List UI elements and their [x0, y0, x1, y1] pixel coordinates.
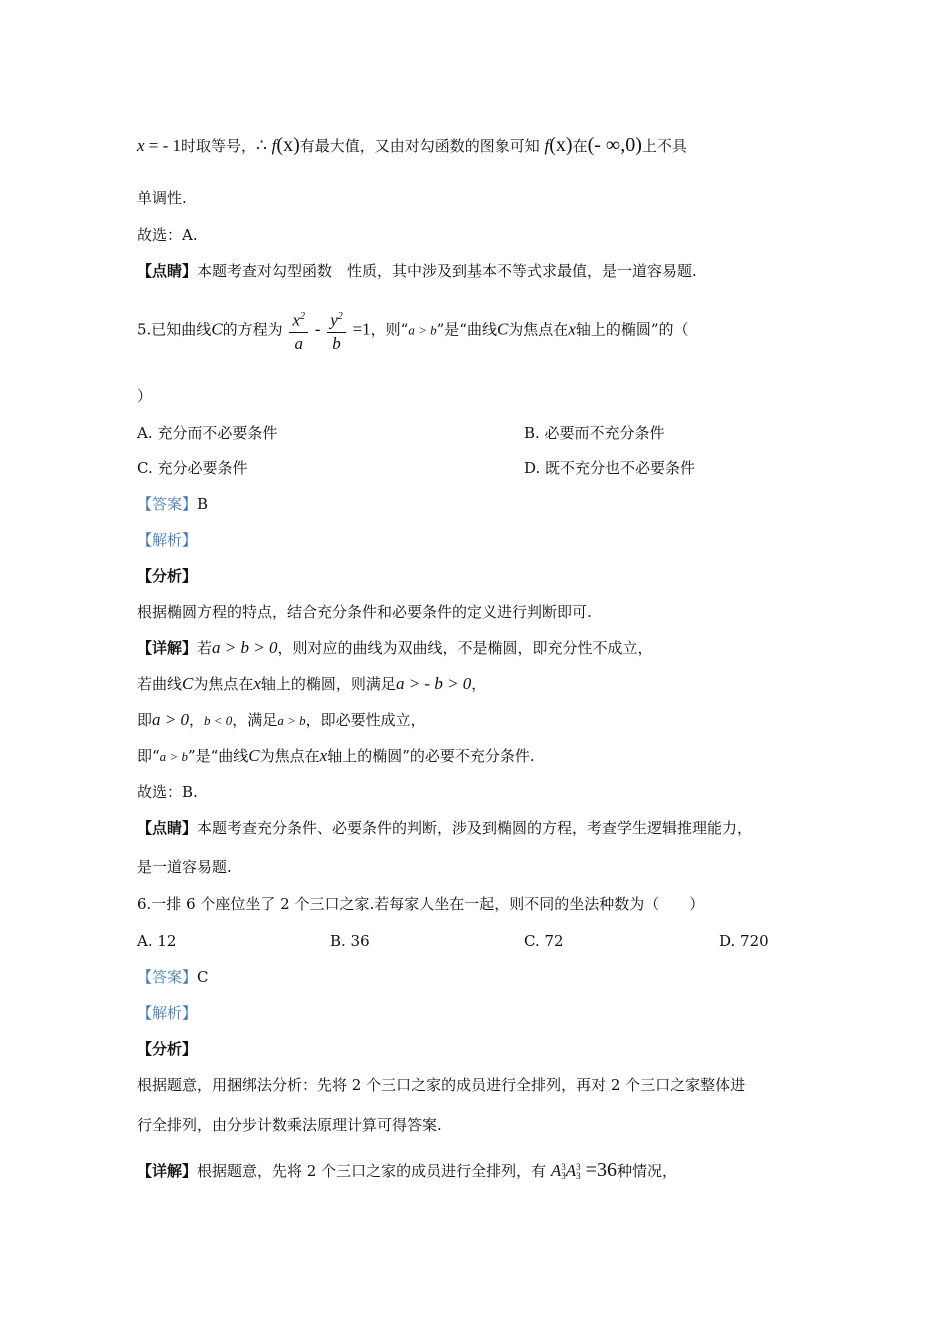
text-fragment: 若: [197, 639, 213, 657]
text-fragment: ”是“曲线: [187, 747, 249, 765]
section-tag: 【点睛】: [137, 262, 198, 280]
math-x: x: [137, 136, 145, 155]
detail-5-line-3: [137, 710, 426, 731]
math-sub: 3: [561, 1171, 566, 1182]
math-C: C: [211, 319, 223, 339]
answer-value: C: [197, 968, 209, 986]
option-6-A: A. 12: [137, 932, 177, 950]
text-fragment: 上不具: [641, 137, 687, 155]
math-inequality: a > b > 0: [212, 638, 278, 657]
text-fragment: 本题考查充分条件、必要条件的判断，涉及到椭圆的方程，考查学生逻辑推理能力，: [197, 819, 753, 837]
option-6-C: C. 72: [524, 932, 564, 950]
detail-tag: 【详解】: [137, 1162, 198, 1180]
text-fragment: 即“: [137, 747, 160, 765]
text-line-1: [137, 135, 687, 156]
math-x: x: [292, 310, 300, 330]
text-fragment: 即: [137, 711, 153, 729]
option-6-B: B. 36: [330, 932, 370, 950]
math-condition: a > b: [408, 322, 437, 338]
text-fragment: ”是“曲线: [436, 320, 497, 339]
math-eq-36: =36: [580, 1159, 617, 1181]
option-5-A: A. 充分而不必要条件: [137, 424, 278, 442]
math-permutation: [551, 1161, 581, 1180]
answer-value: B: [197, 495, 209, 513]
detail-5-line-2: [137, 674, 486, 694]
detail-5-line-1: [137, 638, 653, 658]
math-inequality: a > 0: [152, 710, 189, 729]
text-fragment: 若曲线: [137, 675, 183, 693]
fenxi-text-5: 根据椭圆方程的特点，结合充分条件和必要条件的定义进行判断即可.: [137, 603, 592, 621]
text-fragment: ，即必要性成立，: [305, 711, 426, 729]
option-5-D: D. 既不充分也不必要条件: [524, 459, 696, 477]
text-fragment: ，则“: [370, 320, 409, 339]
note-tag: 【点睛】: [137, 819, 198, 837]
option-5-B: B. 必要而不充分条件: [524, 424, 665, 442]
text-fragment: 本题考查对勾型函数 性质，其中涉及到基本不等式求最值，是一道容易题.: [197, 262, 697, 280]
analysis-tag-5: 【解析】: [137, 531, 198, 549]
text-fragment: 为焦点在: [259, 747, 320, 765]
text-fragment: ，则对应的曲线为双曲线，不是椭圆，即充分性不成立，: [277, 639, 653, 657]
math-b: b: [332, 333, 341, 353]
answer-5: [137, 494, 208, 514]
math-C: C: [182, 674, 194, 693]
fenxi-6-line-2: 行全排列，由分步计数乘法原理计算可得答案.: [137, 1116, 442, 1134]
fraction-y2-b: $\frac{y^2}{b}$: [327, 306, 346, 355]
math-x: x: [319, 746, 328, 765]
text-fragment: 种情况，: [616, 1162, 677, 1180]
note-5-line-1: [137, 818, 752, 838]
text-fragment: 时取等号，: [181, 137, 257, 155]
math-C: C: [248, 746, 260, 765]
math-a: a: [294, 333, 303, 353]
math-interval: (- ∞,0): [587, 134, 642, 156]
math-sup: 3: [576, 1162, 581, 1173]
answer-tag: 【答案】: [137, 968, 198, 986]
text-fragment: 有最大值，又由对勾函数的图象可知: [299, 137, 540, 155]
text-fragment: 轴上的椭圆，则满足: [260, 675, 396, 693]
fenxi-tag-6: 【分析】: [137, 1040, 198, 1058]
detail-tag: 【详解】: [137, 639, 198, 657]
fenxi-tag-5: 【分析】: [137, 567, 198, 585]
option-6-D: D. 720: [719, 932, 769, 950]
math-C: C: [496, 319, 509, 339]
math-x: x: [568, 319, 576, 339]
analysis-tag-6: 【解析】: [137, 1004, 198, 1022]
math-sup: 3: [561, 1162, 566, 1173]
detail-5-line-4: [137, 746, 535, 767]
math-A: A: [550, 1161, 562, 1180]
detail-6-line-1: [137, 1160, 677, 1181]
therefore-symbol: ∴: [256, 136, 267, 155]
math-f: f: [271, 136, 277, 155]
answer-6: [137, 967, 209, 987]
answer-tag: 【答案】: [137, 495, 198, 513]
question-6-stem: 6.一排 6 个座位坐了 2 个三口之家.若每家人坐在一起，则不同的坐法种数为（ ）: [137, 895, 705, 913]
text-fragment: 轴上的椭圆”的必要不充分条件.: [327, 747, 535, 765]
math-inequality: a > - b > 0: [395, 674, 472, 693]
math-eq-one: =1: [352, 319, 371, 339]
text-fragment: 为焦点在: [193, 675, 254, 693]
math-inequality: a > b: [159, 749, 188, 764]
text-fragment: ，满足: [232, 711, 278, 729]
math-y: y: [330, 310, 338, 330]
text-fragment: ，: [471, 675, 487, 693]
question-5-stem: [137, 306, 689, 355]
math-A: A: [565, 1161, 577, 1180]
fraction-x2-a: $\frac{x^2}{a}$: [289, 306, 308, 355]
text-line-3: 故选：A.: [137, 226, 198, 244]
text-fragment: 5.已知曲线: [137, 320, 212, 339]
fenxi-6-line-1: 根据题意，用捆绑法分析：先将 2 个三口之家的成员进行全排列，再对 2 个三口之家整体进: [137, 1076, 746, 1094]
option-5-C: C. 充分必要条件: [137, 459, 248, 477]
text-fragment: 在: [572, 137, 588, 155]
math-x: x: [253, 674, 261, 693]
text-fragment: ，: [189, 711, 205, 729]
math-inequality: a > b: [277, 713, 306, 728]
text-fragment: 的方程为: [222, 320, 283, 339]
text-fragment: 轴上的椭圆”的（: [575, 320, 689, 339]
text-line-2: 单调性.: [137, 189, 187, 207]
math-paren-x: (x): [549, 134, 573, 156]
text-line-4: [137, 261, 697, 281]
math-inequality: b < 0: [204, 713, 233, 728]
text-fragment: 为焦点在: [508, 320, 569, 339]
question-5-close-paren: ）: [137, 387, 153, 405]
math-f: f: [544, 136, 550, 155]
text-fragment: 根据题意，先将 2 个三口之家的成员进行全排列，有: [197, 1162, 547, 1180]
choose-5: 故选：B.: [137, 783, 198, 801]
math-sub: 3: [576, 1171, 581, 1182]
math-paren-x: (x): [276, 134, 300, 156]
math-eq-minus-one: = - 1: [144, 136, 182, 155]
math-minus: -: [314, 319, 321, 339]
note-5-line-2: 是一道容易题.: [137, 858, 232, 876]
